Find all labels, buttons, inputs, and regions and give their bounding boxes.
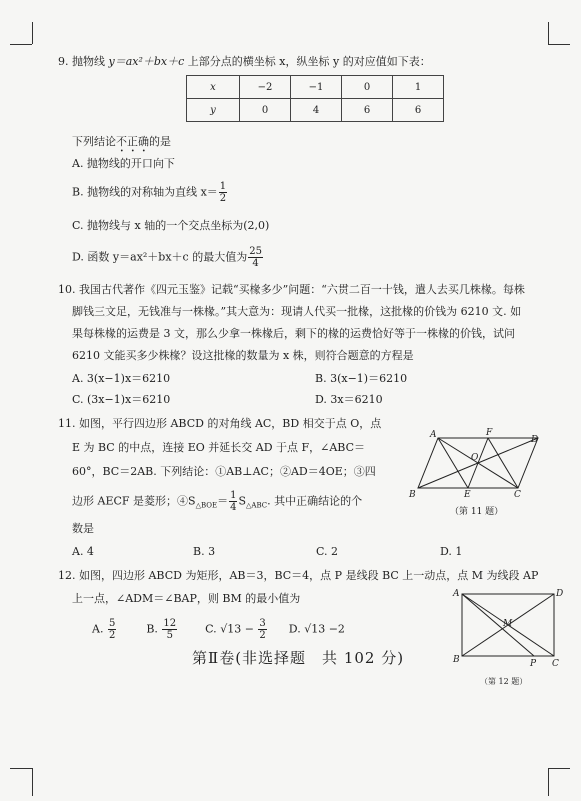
q11-line-5: 数是 (72, 522, 94, 535)
q11-option-d: D. 1 (440, 545, 463, 558)
q10-option-b: B. 3(x−1)＝6210 (315, 372, 408, 385)
fraction-numerator: 5 (108, 618, 116, 629)
section-title: 第Ⅱ卷(非选择题 共 102 分) (192, 649, 405, 667)
point-label: O (471, 453, 479, 463)
table-cell: 4 (291, 99, 342, 122)
fraction (219, 181, 227, 204)
q9-option-b (72, 181, 228, 204)
q11-option-a: A. 4 (72, 545, 94, 558)
crop-mark (548, 768, 570, 769)
point-label: A (453, 589, 460, 599)
fraction-denominator: 2 (108, 630, 116, 641)
crop-mark (548, 44, 570, 45)
point-label: D (556, 589, 564, 599)
q11-line-4-pre: 边形 AECF 是菱形；④S (72, 494, 196, 508)
q11-line-4 (72, 490, 362, 513)
point-label: C (552, 659, 559, 669)
q9-prompt (72, 135, 171, 155)
q11-line-3: 60°，BC＝2AB. 下列结论：①AB⊥AC；②AD＝4OE；③四 (72, 465, 376, 478)
q11-line-2: E 为 BC 的中点，连接 EO 并延长交 AD 于点 F，∠ABC＝ (72, 441, 366, 454)
point-label: D (531, 435, 539, 445)
q9-stem-formula: y＝ax²＋bx＋c (108, 55, 185, 68)
crop-mark (548, 22, 549, 44)
q12-options (92, 618, 345, 641)
table-cell: y (187, 99, 240, 122)
q9-stem-post: 上部分点的横坐标 x，纵坐标 y 的对应值如下表： (184, 55, 431, 68)
q11-option-c: C. 2 (316, 545, 339, 558)
q12-option-b-label: B. (146, 622, 158, 636)
table-cell: −1 (291, 76, 342, 99)
q9-option-a: A. 抛物线的开口向下 (72, 157, 175, 170)
table-cell: 0 (240, 99, 291, 122)
point-label: F (486, 428, 493, 438)
table-cell: 0 (342, 76, 393, 99)
point-label: M (503, 619, 513, 629)
q12-option-c-text: √13 − (220, 622, 254, 636)
fraction-denominator: 5 (166, 630, 173, 641)
table-cell: 6 (342, 99, 393, 122)
q12-option-c-label: C. (205, 622, 217, 636)
q12-figure (452, 586, 564, 694)
table-row (187, 76, 444, 99)
q12-option-d: D. √13 −2 (288, 622, 345, 636)
q11-line-4-post: . 其中正确结论的个 (267, 494, 363, 508)
crop-mark (32, 768, 33, 796)
figure-caption: （第 11 题） (450, 507, 504, 517)
fraction-numerator: 1 (230, 490, 237, 501)
q10-option-c: C. (3x−1)x＝6210 (72, 393, 171, 406)
subscript: △ABC (246, 501, 268, 510)
fraction-denominator: 2 (219, 193, 227, 204)
q11-figure (400, 428, 540, 520)
fraction-numerator: 25 (249, 246, 262, 257)
q11-option-b: B. 3 (193, 545, 216, 558)
table-cell: 1 (393, 76, 444, 99)
segment-ae (438, 438, 468, 488)
fraction (162, 618, 177, 641)
fraction-denominator: 2 (259, 630, 266, 641)
point-label: P (530, 659, 537, 669)
crop-mark (10, 44, 32, 45)
point-label: E (464, 490, 471, 500)
q9-number: 9. (58, 55, 69, 68)
segment-ap (462, 594, 534, 656)
point-label: B (409, 490, 416, 500)
q9-value-table (186, 75, 444, 122)
q9-prompt-pre: 下列结论 (72, 135, 116, 148)
fraction (229, 490, 237, 513)
q10-option-d: D. 3x＝6210 (315, 393, 383, 406)
q9-stem (58, 55, 431, 69)
q9-option-d-text: D. 函数 y＝ax²＋bx＋c 的最大值为 (72, 250, 248, 264)
equals: ＝ (217, 494, 229, 508)
crop-mark (10, 768, 32, 769)
q11-line-1: 11. 如图，平行四边形 ABCD 的对角线 AC，BD 相交于点 O，点 (58, 417, 382, 430)
area-symbol: S (238, 494, 246, 508)
q9-option-c: C. 抛物线与 x 轴的一个交点坐标为(2,0) (72, 219, 270, 232)
fraction-numerator: 12 (163, 618, 177, 629)
fraction-denominator: 4 (230, 502, 237, 513)
fraction-numerator: 3 (259, 618, 266, 629)
q12-line-1: 12. 如图，四边形 ABCD 为矩形，AB＝3，BC＝4，点 P 是线段 BC 上一动点，点 M 为线段 AP (58, 569, 539, 582)
segment-fc (488, 438, 518, 488)
table-row (187, 99, 444, 122)
fraction (248, 246, 263, 269)
q10-line-1: 10. 我国古代著作《四元玉鉴》记载“买椽多少”问题：“六贯二百一十钱，遣人去买几株椽。每株 (58, 283, 525, 296)
fraction-numerator: 1 (219, 181, 227, 192)
segment-ef (468, 438, 488, 488)
fraction-denominator: 4 (252, 258, 259, 269)
q9-prompt-post: 的是 (149, 135, 171, 148)
subscript: △BOE (195, 501, 218, 510)
figure-caption: （第 12 题） (480, 677, 528, 686)
point-label: C (514, 490, 521, 500)
point-label: B (453, 655, 460, 665)
fraction (108, 618, 116, 641)
table-cell: x (187, 76, 240, 99)
fraction (258, 618, 266, 641)
table-cell: 6 (393, 99, 444, 122)
q9-option-b-text: B. 抛物线的对称轴为直线 x＝ (72, 185, 218, 199)
q10-option-a: A. 3(x−1)x＝6210 (72, 372, 171, 385)
q10-line-2: 脚钱三文足，无钱准与一株椽。”其大意为：现请人代买一批椽，这批椽的价钱为 6210 文. 如 (72, 305, 522, 318)
q10-line-4: 6210 文能买多少株椽？设这批椽的数量为 x 株，则符合题意的方程是 (72, 349, 414, 362)
q9-stem-pre: 抛物线 (72, 55, 109, 68)
table-cell: −2 (240, 76, 291, 99)
q10-line-3: 果每株椽的运费是 3 文，那么少拿一株椽后，剩下的椽的运费恰好等于一株椽的价钱，试问 (72, 327, 515, 340)
crop-mark (32, 22, 33, 44)
crop-mark (548, 768, 549, 796)
q12-line-2: 上一点，∠ADM＝∠BAP，则 BM 的最小值为 (72, 592, 301, 605)
parallelogram-lines (418, 438, 538, 488)
q9-option-d (72, 246, 264, 269)
q12-option-a-label: A. (92, 622, 104, 636)
q9-prompt-emphasis: 不正确 (116, 135, 149, 148)
point-label: A (430, 430, 437, 440)
